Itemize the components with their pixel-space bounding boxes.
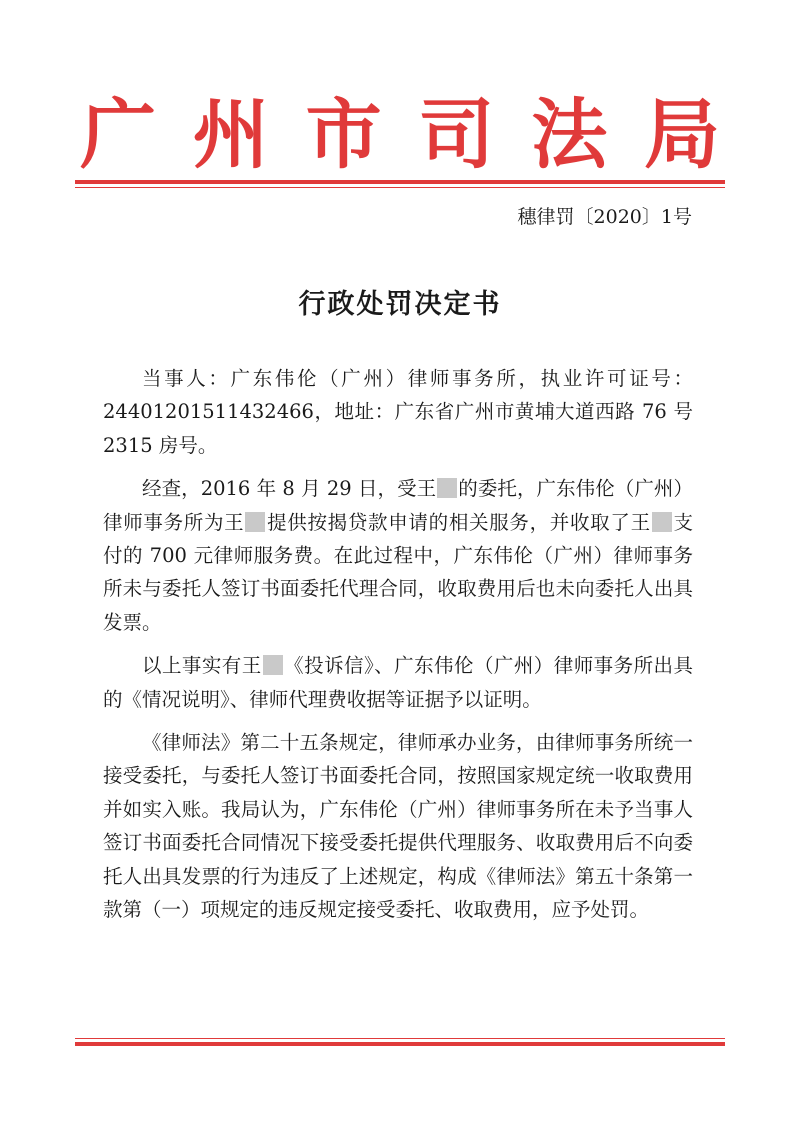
body-paragraph <box>103 362 693 462</box>
divider-thin-line <box>75 1038 725 1039</box>
letterhead <box>75 92 725 178</box>
paragraph-text: 支付的 700 元律师服务费。在此过程中，广东伟伦（广州）律师事务所未与委托人签订书面委托代理合同，收取费用后也未向委托人出具发票。 <box>103 510 693 634</box>
paragraph-text: 《律师法》第二十五条规定，律师承办业务，由律师事务所统一接受委托，与委托人签订书面委托合同，按照国家规定统一收取费用并如实入账。我局认为，广东伟伦（广州）律师事务所在未予当事人签订书面委托合同情况下接受委托提供代理服务、收取费用后不向委托人出具发票的行为违反了上述规定，构成《律师法》第五十条第一款第（一）项规定的违反规定接受委托、收取费用，应予处罚。 <box>103 731 693 922</box>
paragraph-text: 当事人：广东伟伦（广州）律师事务所，执业许可证号：24401201511432466，地址：广东省广州市黄埔大道西路 76 号 2315 房号。 <box>103 367 693 457</box>
redacted-name-block <box>263 655 283 675</box>
paragraph-text: 提供按揭贷款申请的相关服务，并收取了王 <box>266 510 651 534</box>
footer-divider <box>75 1038 725 1046</box>
paragraph-text: 经查，2016 年 8 月 29 日，受王 <box>142 477 437 501</box>
paragraph-text: 《投诉信》、广东伟伦（广州）律师事务所出具的《情况说明》、律师代理费收据等证据予以证明。 <box>103 654 693 711</box>
letterhead-char: 局 <box>643 90 720 179</box>
redacted-name-block <box>652 512 672 532</box>
body-paragraph <box>103 726 693 926</box>
letterhead-char: 市 <box>305 90 382 179</box>
body-paragraph <box>103 472 693 639</box>
paragraph-text: 的委托，广东伟伦（广州）律师事务所为王 <box>103 477 693 534</box>
divider-thick-line <box>75 180 725 184</box>
paragraph-text: 以上事实有王 <box>142 654 262 678</box>
redacted-name-block <box>245 512 265 532</box>
document-number: 穗律罚〔2020〕1号 <box>517 206 692 228</box>
letterhead-char: 法 <box>531 90 608 179</box>
redacted-name-block <box>437 478 457 498</box>
letterhead-char: 司 <box>418 90 495 179</box>
body-paragraph <box>103 649 693 716</box>
document-body <box>103 362 693 937</box>
divider-thin-line <box>75 187 725 188</box>
letterhead-divider <box>75 180 725 188</box>
divider-thick-line <box>75 1042 725 1046</box>
document-title: 行政处罚决定书 <box>298 289 502 320</box>
letterhead-char: 广 <box>80 90 156 179</box>
letterhead-char: 州 <box>192 90 269 179</box>
